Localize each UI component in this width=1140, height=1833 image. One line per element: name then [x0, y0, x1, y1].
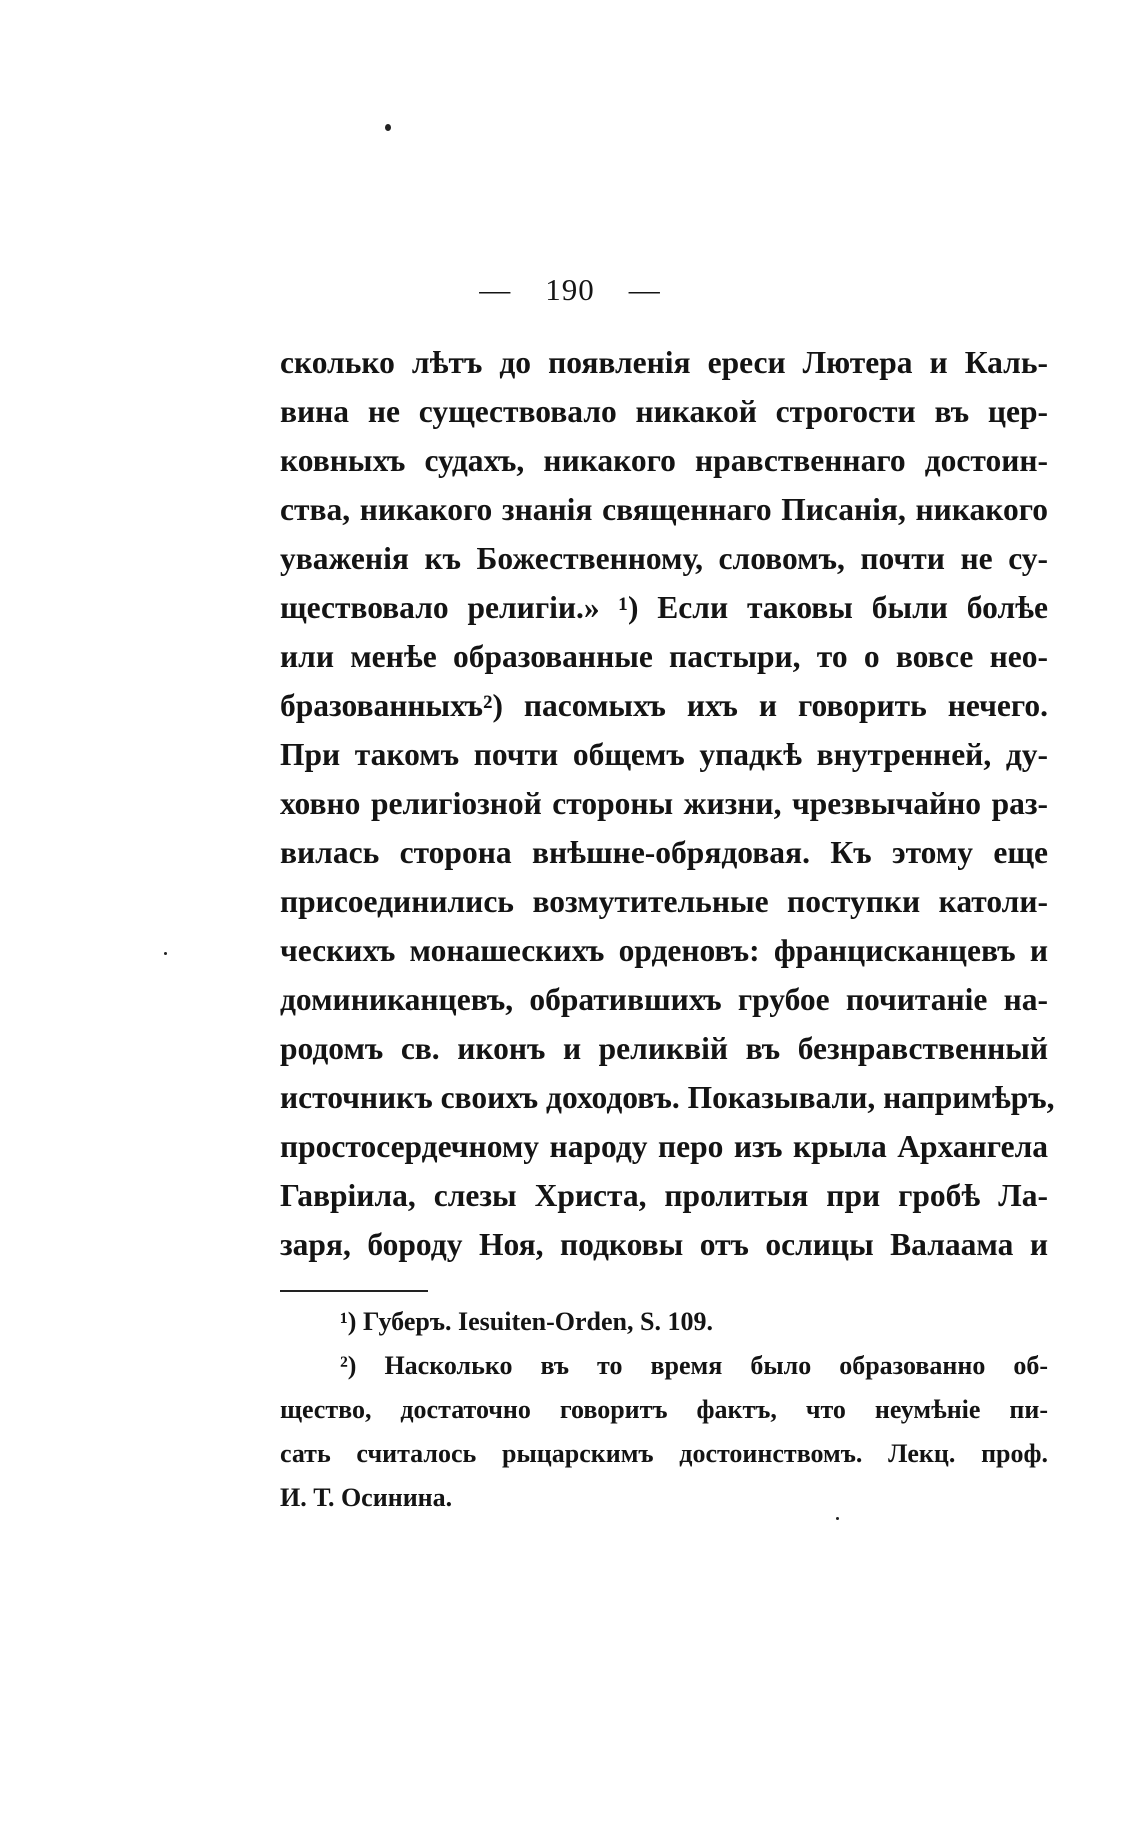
scan-speck [385, 124, 391, 131]
text-line: вина не существовало никакой строгости въ цер- [280, 394, 1048, 429]
text-line: ковныхъ судахъ, никакого нравственнаго достоин- [280, 443, 1048, 478]
text-line: ховно религіозной стороны жизни, чрезвычайно раз- [280, 786, 1048, 821]
footnote-2-line: сать считалось рыцарскимъ достоинствомъ. Лекц. проф. [280, 1439, 1048, 1468]
footnote-2-line: ²) Насколько въ то время было образованно об- [340, 1351, 1048, 1380]
text-line: родомъ св. иконъ и реликвій въ безнравственный [280, 1031, 1048, 1066]
text-line: Гавріила, слезы Христа, пролитыя при гробѣ Ла- [280, 1178, 1048, 1213]
text-line: уваженія къ Божественному, словомъ, почти не су- [280, 541, 1048, 576]
text-line: ства, никакого знанія священнаго Писанія, никакого [280, 492, 1048, 527]
scan-speck [164, 952, 167, 955]
page-number-value: 190 [545, 272, 595, 307]
text-line: доминиканцевъ, обратившихъ грубое почитаніе на- [280, 982, 1048, 1017]
page-number-dash-left: — [479, 272, 512, 307]
text-line: сколько лѣтъ до появленія ереси Лютера и Каль- [280, 345, 1048, 380]
text-line: или менѣе образованные пастыри, то о вовсе нео- [280, 639, 1048, 674]
text-line: вилась сторона внѣшне-обрядовая. Къ этому еще [280, 835, 1048, 870]
footnote-rule [280, 1290, 428, 1292]
text-line: простосердечному народу перо изъ крыла Архангела [280, 1129, 1048, 1164]
text-line: бразованныхъ²) пасомыхъ ихъ и говорить нечего. [280, 688, 1048, 723]
text-line: присоединились возмутительные поступки католи- [280, 884, 1048, 919]
text-line: источникъ своихъ доходовъ. Показывали, напримѣръ, [280, 1080, 1055, 1115]
footnotes [280, 1300, 1048, 1520]
text-line: ческихъ монашескихъ орденовъ: францисканцевъ и [280, 933, 1048, 968]
page-number [0, 272, 1140, 308]
text-line: заря, бороду Ноя, подковы отъ ослицы Валаама и [280, 1227, 1048, 1262]
footnote-1: ¹) Губеръ. Iesuiten-Orden, S. 109. [340, 1307, 713, 1336]
page-number-dash-right: — [628, 272, 661, 307]
text-line: ществовало религіи.» ¹) Если таковы были болѣе [280, 590, 1048, 625]
footnote-2-line: И. Т. Осинина. [280, 1483, 453, 1512]
text-line: При такомъ почти общемъ упадкѣ внутренней, ду- [280, 737, 1048, 772]
footnote-2-line: щество, достаточно говоритъ фактъ, что неумѣніе пи- [280, 1395, 1048, 1424]
body-text [280, 338, 1055, 1269]
